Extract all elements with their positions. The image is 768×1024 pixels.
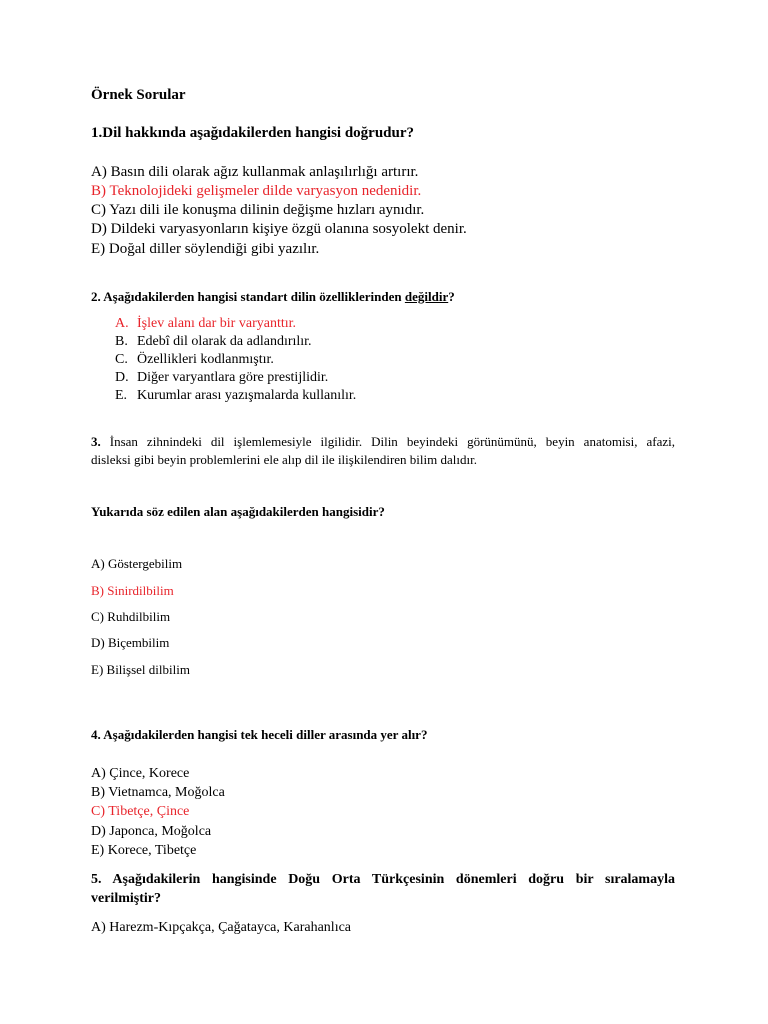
q4-option-e: E) Korece, Tibetçe <box>91 843 197 858</box>
q2-question <box>91 288 455 305</box>
q1-option-a: A) Basın dili olarak ağız kullanmak anlaşılırlığı artırır. <box>91 164 419 180</box>
q1-question: 1.Dil hakkında aşağıdakilerden hangisi doğrudur? <box>91 125 415 141</box>
q2-option-text: İşlev alanı dar bir varyanttır. <box>137 316 296 331</box>
q2-option-e <box>115 387 356 405</box>
q3-question: Yukarıda söz edilen alan aşağıdakilerden hangisidir? <box>91 504 385 519</box>
q2-option-letter: A. <box>115 316 129 331</box>
q4-option-d: D) Japonca, Moğolca <box>91 824 212 839</box>
q2-option-d <box>115 369 328 387</box>
q1-option-e: E) Doğal diller söylendiği gibi yazılır. <box>91 241 320 257</box>
q4-option-c-answer: C) Tibetçe, Çince <box>91 804 190 819</box>
q1-option-d: D) Dildeki varyasyonların kişiye özgü olanına sosyolekt denir. <box>91 221 467 237</box>
q5-question-line2: verilmiştir? <box>91 891 161 906</box>
q2-option-letter: C. <box>115 352 128 367</box>
q4-option-a: A) Çince, Korece <box>91 766 190 781</box>
q4-option-b: B) Vietnamca, Moğolca <box>91 785 225 800</box>
q5-option-a: A) Harezm-Kıpçakça, Çağatayca, Karahanlıca <box>91 920 352 935</box>
q3-option-e: E) Bilişsel dilbilim <box>91 662 190 677</box>
q1-option-c: C) Yazı dili ile konuşma dilinin değişme hızları aynıdır. <box>91 202 425 218</box>
q2-option-letter: E. <box>115 388 128 403</box>
q2-question-suffix: ? <box>448 289 455 304</box>
q3-option-d: D) Biçembilim <box>91 635 170 650</box>
q1-option-b-answer: B) Teknolojideki gelişmeler dilde varyasyon nedenidir. <box>91 183 422 199</box>
q2-option-text: Kurumlar arası yazışmalarda kullanılır. <box>137 388 357 403</box>
q5-question-line1: 5. Aşağıdakilerin hangisinde Doğu Orta Türkçesinin dönemleri doğru bir sıralamayla <box>91 872 675 887</box>
q2-question-prefix: 2. Aşağıdakilerden hangisi standart dilin özelliklerinden <box>91 289 405 304</box>
q2-option-text: Edebî dil olarak da adlandırılır. <box>137 334 312 349</box>
q2-option-text: Diğer varyantlara göre prestijlidir. <box>137 370 329 385</box>
q2-option-b <box>115 333 312 351</box>
q3-number: 3. <box>91 434 101 449</box>
q2-question-underlined: değildir <box>404 289 449 304</box>
q3-option-b-answer: B) Sinirdilbilim <box>91 583 174 598</box>
q2-option-c <box>115 351 274 369</box>
q3-passage-text: İnsan zihnindeki dil işlemlemesiyle ilgilidir. Dilin beyindeki görünümünü, beyin anatomisi, afazi, <box>109 434 675 449</box>
q2-option-letter: B. <box>115 334 128 349</box>
q2-option-a-answer <box>115 315 296 333</box>
q3-option-c: C) Ruhdilbilim <box>91 609 171 624</box>
q3-passage-line2: disleksi gibi beyin problemlerini ele alıp dil ile ilişkilendiren bilim dalıdır. <box>91 452 477 467</box>
q2-option-letter: D. <box>115 370 129 385</box>
q3-passage-line1 <box>91 433 675 450</box>
page-heading: Örnek Sorular <box>91 87 186 103</box>
q4-question: 4. Aşağıdakilerden hangisi tek heceli diller arasında yer alır? <box>91 727 428 742</box>
q2-option-text: Özellikleri kodlanmıştır. <box>137 352 274 367</box>
q3-option-a: A) Göstergebilim <box>91 556 183 571</box>
